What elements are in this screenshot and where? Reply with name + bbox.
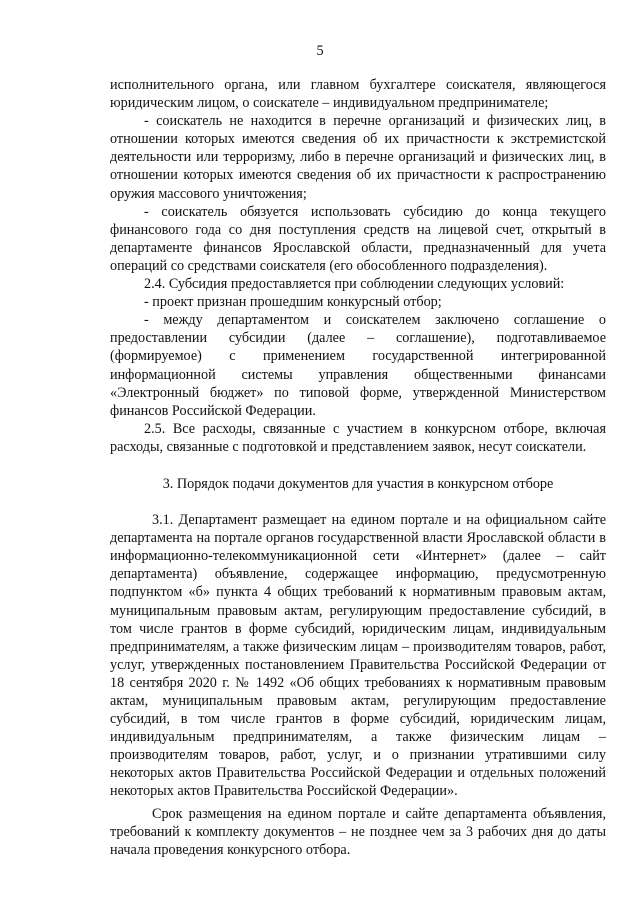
paragraph-subsidy-use: - соискатель обязуется использовать субсидию до конца текущего финансового года со дня поступления средств на лицевой счет, открытый в департаменте финансов Ярославской области, предназначенный для учета операций со средствами соискателя (его обособленного подразделения). bbox=[110, 203, 606, 274]
paragraph-extremism-list: - соискатель не находится в перечне организаций и физических лиц, в отношении которых имеются сведения об их причастности к экстремистской деятельности или терроризму, либо в перечне организаций и физических лиц, в отношении которых имеются сведения об их причастности к распространению оружия массового уничтожения; bbox=[110, 113, 606, 202]
paragraph-2-5: 2.5. Все расходы, связанные с участием в конкурсном отборе, включая расходы, связанные с подготовкой и представлением заявок, несут соискатели. bbox=[110, 420, 606, 455]
document-body bbox=[110, 76, 606, 859]
paragraph-2-4: 2.4. Субсидия предоставляется при соблюдении следующих условий: bbox=[144, 276, 565, 293]
page-number: 5 bbox=[316, 43, 324, 59]
paragraph-agreement: - между департаментом и соискателем заключено соглашение о предоставлении субсидии (далее – соглашение), подготавливаемое (формируемое) с применением государственной интегрированной информационной системы управления общественными финансами «Электронный бюджет» по типовой форме, утвержденной Министерством финансов Российской Федерации. bbox=[110, 312, 606, 419]
paragraph-deadline: Срок размещения на едином портале и сайте департамента объявления, требований к комплекту документов – не позднее чем за 3 рабочих дня до даты начала проведения конкурсного отбора. bbox=[110, 805, 606, 858]
paragraph-project-passed: - проект признан прошедшим конкурсный отбор; bbox=[144, 294, 442, 311]
paragraph-3-1: 3.1. Департамент размещает на едином портале и на официальном сайте департамента на портале органов государственной власти Ярославской области в информационно-телекоммуникационной сети «Интернет» (далее – сайт департамента) объявление, содержащее информацию, предусмотренную подпунктом «б» пункта 4 общих требований к нормативным правовым актам, муниципальным правовым актам, регулирующим предоставление субсидий, в том числе грантов в форме субсидий, юридическим лицам, индивидуальным предпринимателям, а также физическим лицам – производителям товаров, работ, услуг, утвержденных постановлением Правительства Российской Федерации от 18 сентября 2020 г. № 1492 «Об общих требованиях к нормативным правовым актам, муниципальным правовым актам, регулирующим предоставление субсидий, в том числе грантов в форме субсидий, юридическим лицам, индивидуальным предпринимателям, а также физическим лицам – производителям товаров, работ, услуг, и о признании утратившими силу некоторых актов Правительства Российской Федерации и отдельных положений некоторых актов Правительства Российской Федерации». bbox=[110, 512, 606, 800]
section-heading: 3. Порядок подачи документов для участия в конкурсном отборе bbox=[162, 475, 554, 492]
paragraph-continuation: исполнительного органа, или главном бухгалтере соискателя, являющегося юридическим лицом, о соискателе – индивидуальном предпринимателе; bbox=[110, 77, 606, 112]
